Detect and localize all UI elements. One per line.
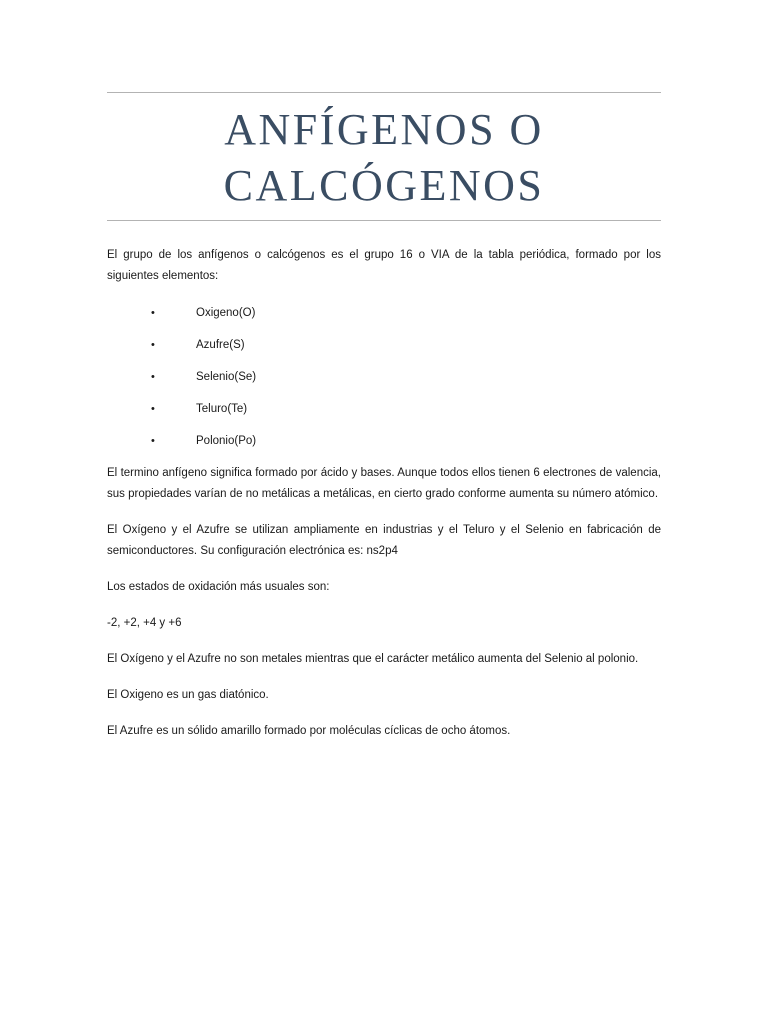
sulfur-paragraph: El Azufre es un sólido amarillo formado por moléculas cíclicas de ocho átomos. [107, 725, 511, 737]
bullet-icon: • [151, 371, 155, 383]
oxidation-states-values: -2, +2, +4 y +6 [107, 617, 182, 629]
uses-paragraph: El Oxígeno y el Azufre se utilizan ampliamente en industrias y el Teluro y el Selenio en fabricación de semiconductores. Su configuración electrónica es: ns2p4 [107, 524, 661, 557]
title-bottom-rule [107, 220, 661, 221]
intro-paragraph: El grupo de los anfígenos o calcógenos es el grupo 16 o VIA de la tabla periódica, formado por los siguientes elementos: [107, 249, 661, 282]
list-item [107, 431, 661, 463]
bullet-icon: • [151, 435, 155, 447]
elements-list [107, 303, 661, 463]
bullet-icon: • [151, 307, 155, 319]
list-item [107, 399, 661, 431]
list-item [107, 303, 661, 335]
metallic-character-paragraph: El Oxígeno y el Azufre no son metales mientras que el carácter metálico aumenta del Selenio al polonio. [107, 653, 639, 665]
list-item [107, 367, 661, 399]
bullet-icon: • [151, 403, 155, 415]
element-name: Polonio(Po) [196, 435, 257, 447]
title-line-2: CALCÓGENOS [223, 161, 545, 210]
document-body [107, 245, 661, 742]
element-name: Azufre(S) [196, 339, 245, 351]
document-title [107, 102, 661, 214]
title-line-1: ANFÍGENOS O [224, 105, 544, 154]
element-name: Teluro(Te) [196, 403, 248, 415]
title-top-rule [107, 92, 661, 93]
anfigeno-meaning-paragraph: El termino anfígeno significa formado por ácido y bases. Aunque todos ellos tienen 6 electrones de valencia, sus propiedades varían de no metálicas a metálicas, en cierto grado conforme aumenta su número atómico. [107, 467, 661, 500]
element-name: Oxigeno(O) [196, 307, 256, 319]
oxidation-states-intro: Los estados de oxidación más usuales son: [107, 581, 330, 593]
bullet-icon: • [151, 339, 155, 351]
list-item [107, 335, 661, 367]
oxygen-paragraph: El Oxigeno es un gas diatónico. [107, 689, 269, 701]
element-name: Selenio(Se) [196, 371, 257, 383]
